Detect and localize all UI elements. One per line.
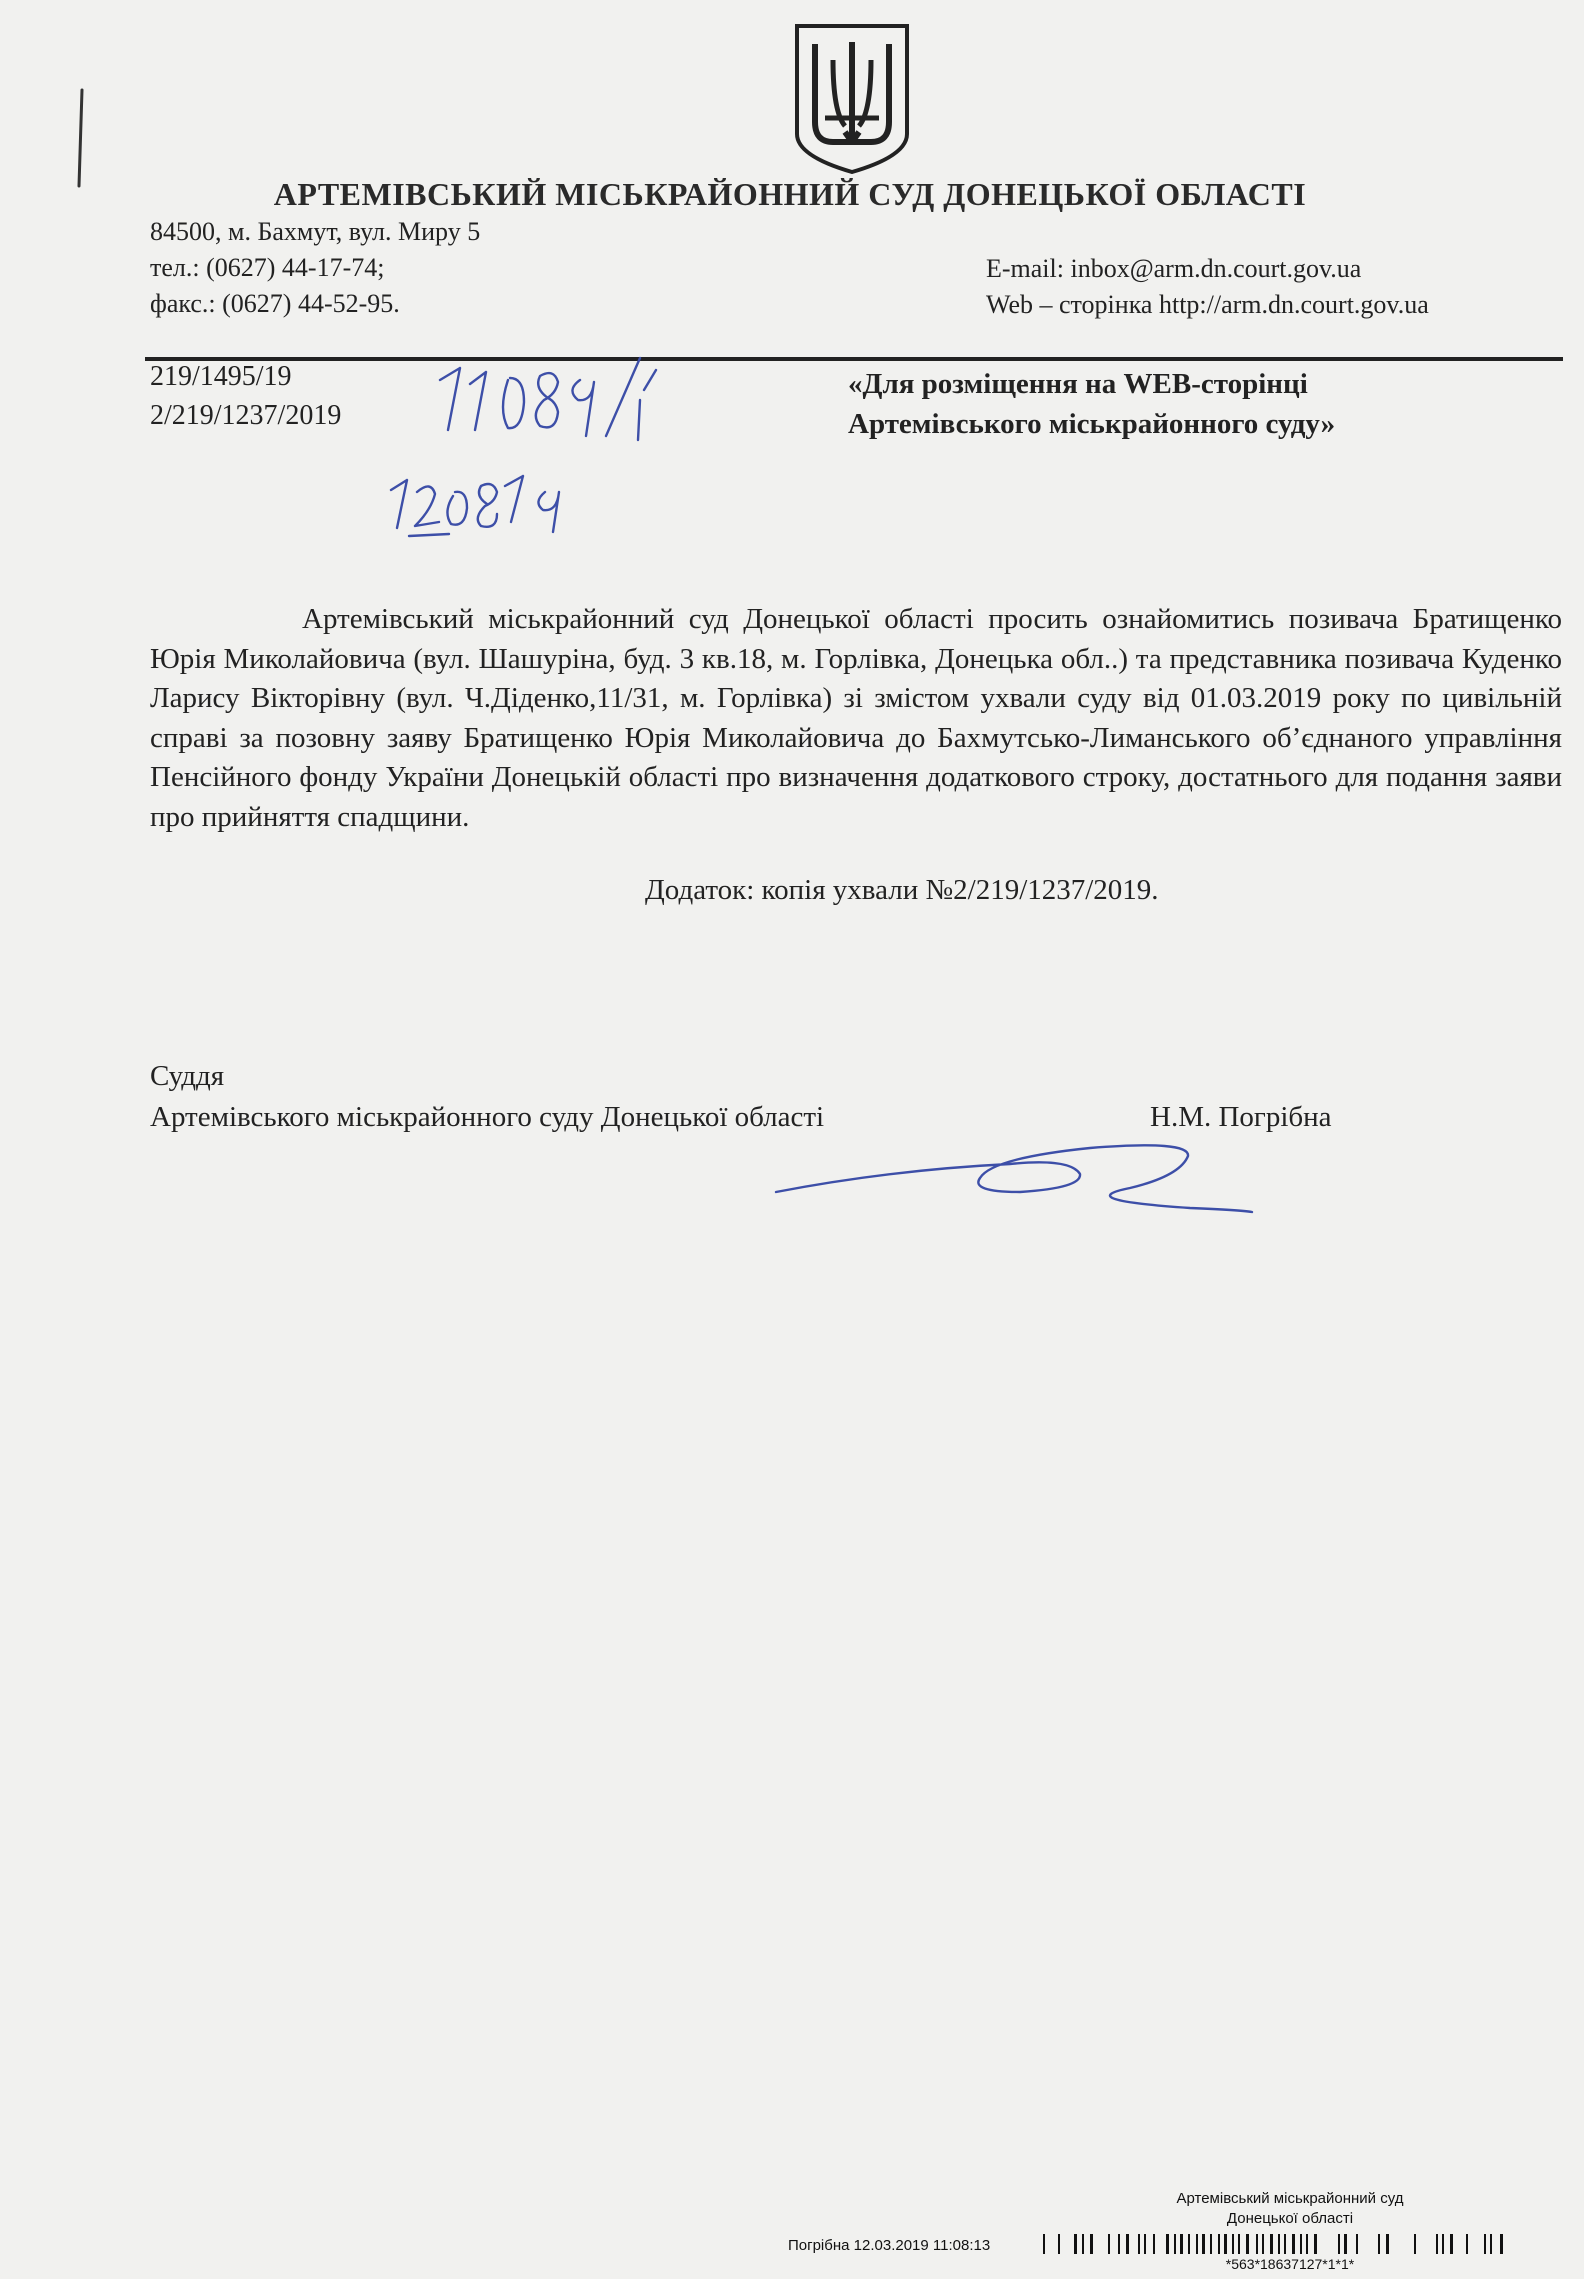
stamp-region: Донецької області [1226, 2210, 1354, 2227]
court-phone: тел.: (0627) 44-17-74; [150, 253, 385, 282]
case-number: 219/1495/19 [150, 361, 292, 392]
court-name: АРТЕМІВСЬКИЙ МІСЬКРАЙОННИЙ СУД ДОНЕЦЬКОЇ ОБЛАСТІ [273, 176, 1307, 212]
court-fax: факс.: (0627) 44-52-95. [150, 289, 400, 318]
judge-name: Н.М. Погрібна [1150, 1101, 1332, 1133]
margin-pen-mark [76, 88, 86, 188]
handwritten-registration-number [430, 350, 665, 445]
judge-court: Артемівського міськрайонного суду Донецької області [150, 1101, 825, 1133]
handwritten-signature [770, 1130, 1260, 1235]
web-note-line-2: Артемівського міськрайонного суду» [848, 408, 1336, 440]
trident-emblem-icon [793, 22, 911, 174]
web-publication-note [848, 364, 1335, 444]
judge-title: Суддя [150, 1060, 225, 1092]
letter-body [150, 600, 1562, 837]
annex-line: Додаток: копія ухвали №2/219/1237/2019. [645, 874, 1159, 906]
stamp-court: Артемівський міськрайонний суд [1176, 2190, 1404, 2207]
letter-body-text: Артемівський міськрайонний суд Донецької області просить ознайомитись позивача Братищенко Юрія Миколайовича (вул. Шашуріна, буд. 3 кв.18, м. Горлівка, Донецька обл..) та представника позивача Куденко Ларису Вікторівну (вул. Ч.Діденко,11/31, м. Горлівка) зі змістом ухвали суду від 01.03.2019 року по цивільній справі за позовну заяву Братищенко Юрія Миколайовича до Бахмутсько-Лиманського об’єднаного управління Пенсійного фонду України Донецькій області про визначення додаткового строку, достатнього для подання заяви про прийняття спадщини. [150, 603, 1562, 833]
barcode-number: *563*18637127*1*1* [1225, 2256, 1355, 2272]
court-address: 84500, м. Бахмут, вул. Миру 5 [150, 217, 481, 246]
proceeding-number: 2/219/1237/2019 [150, 400, 342, 431]
stamp-signature-time: Погрібна 12.03.2019 11:08:13 [788, 2237, 991, 2254]
barcode [1038, 2232, 1538, 2256]
header-divider [145, 357, 1563, 361]
handwritten-note-number [387, 462, 572, 542]
web-note-line-1: «Для розміщення на WEB-сторінці [848, 368, 1308, 400]
court-website: Web – сторінка http://arm.dn.court.gov.ua [986, 290, 1429, 319]
court-email: E-mail: inbox@arm.dn.court.gov.ua [986, 254, 1362, 283]
